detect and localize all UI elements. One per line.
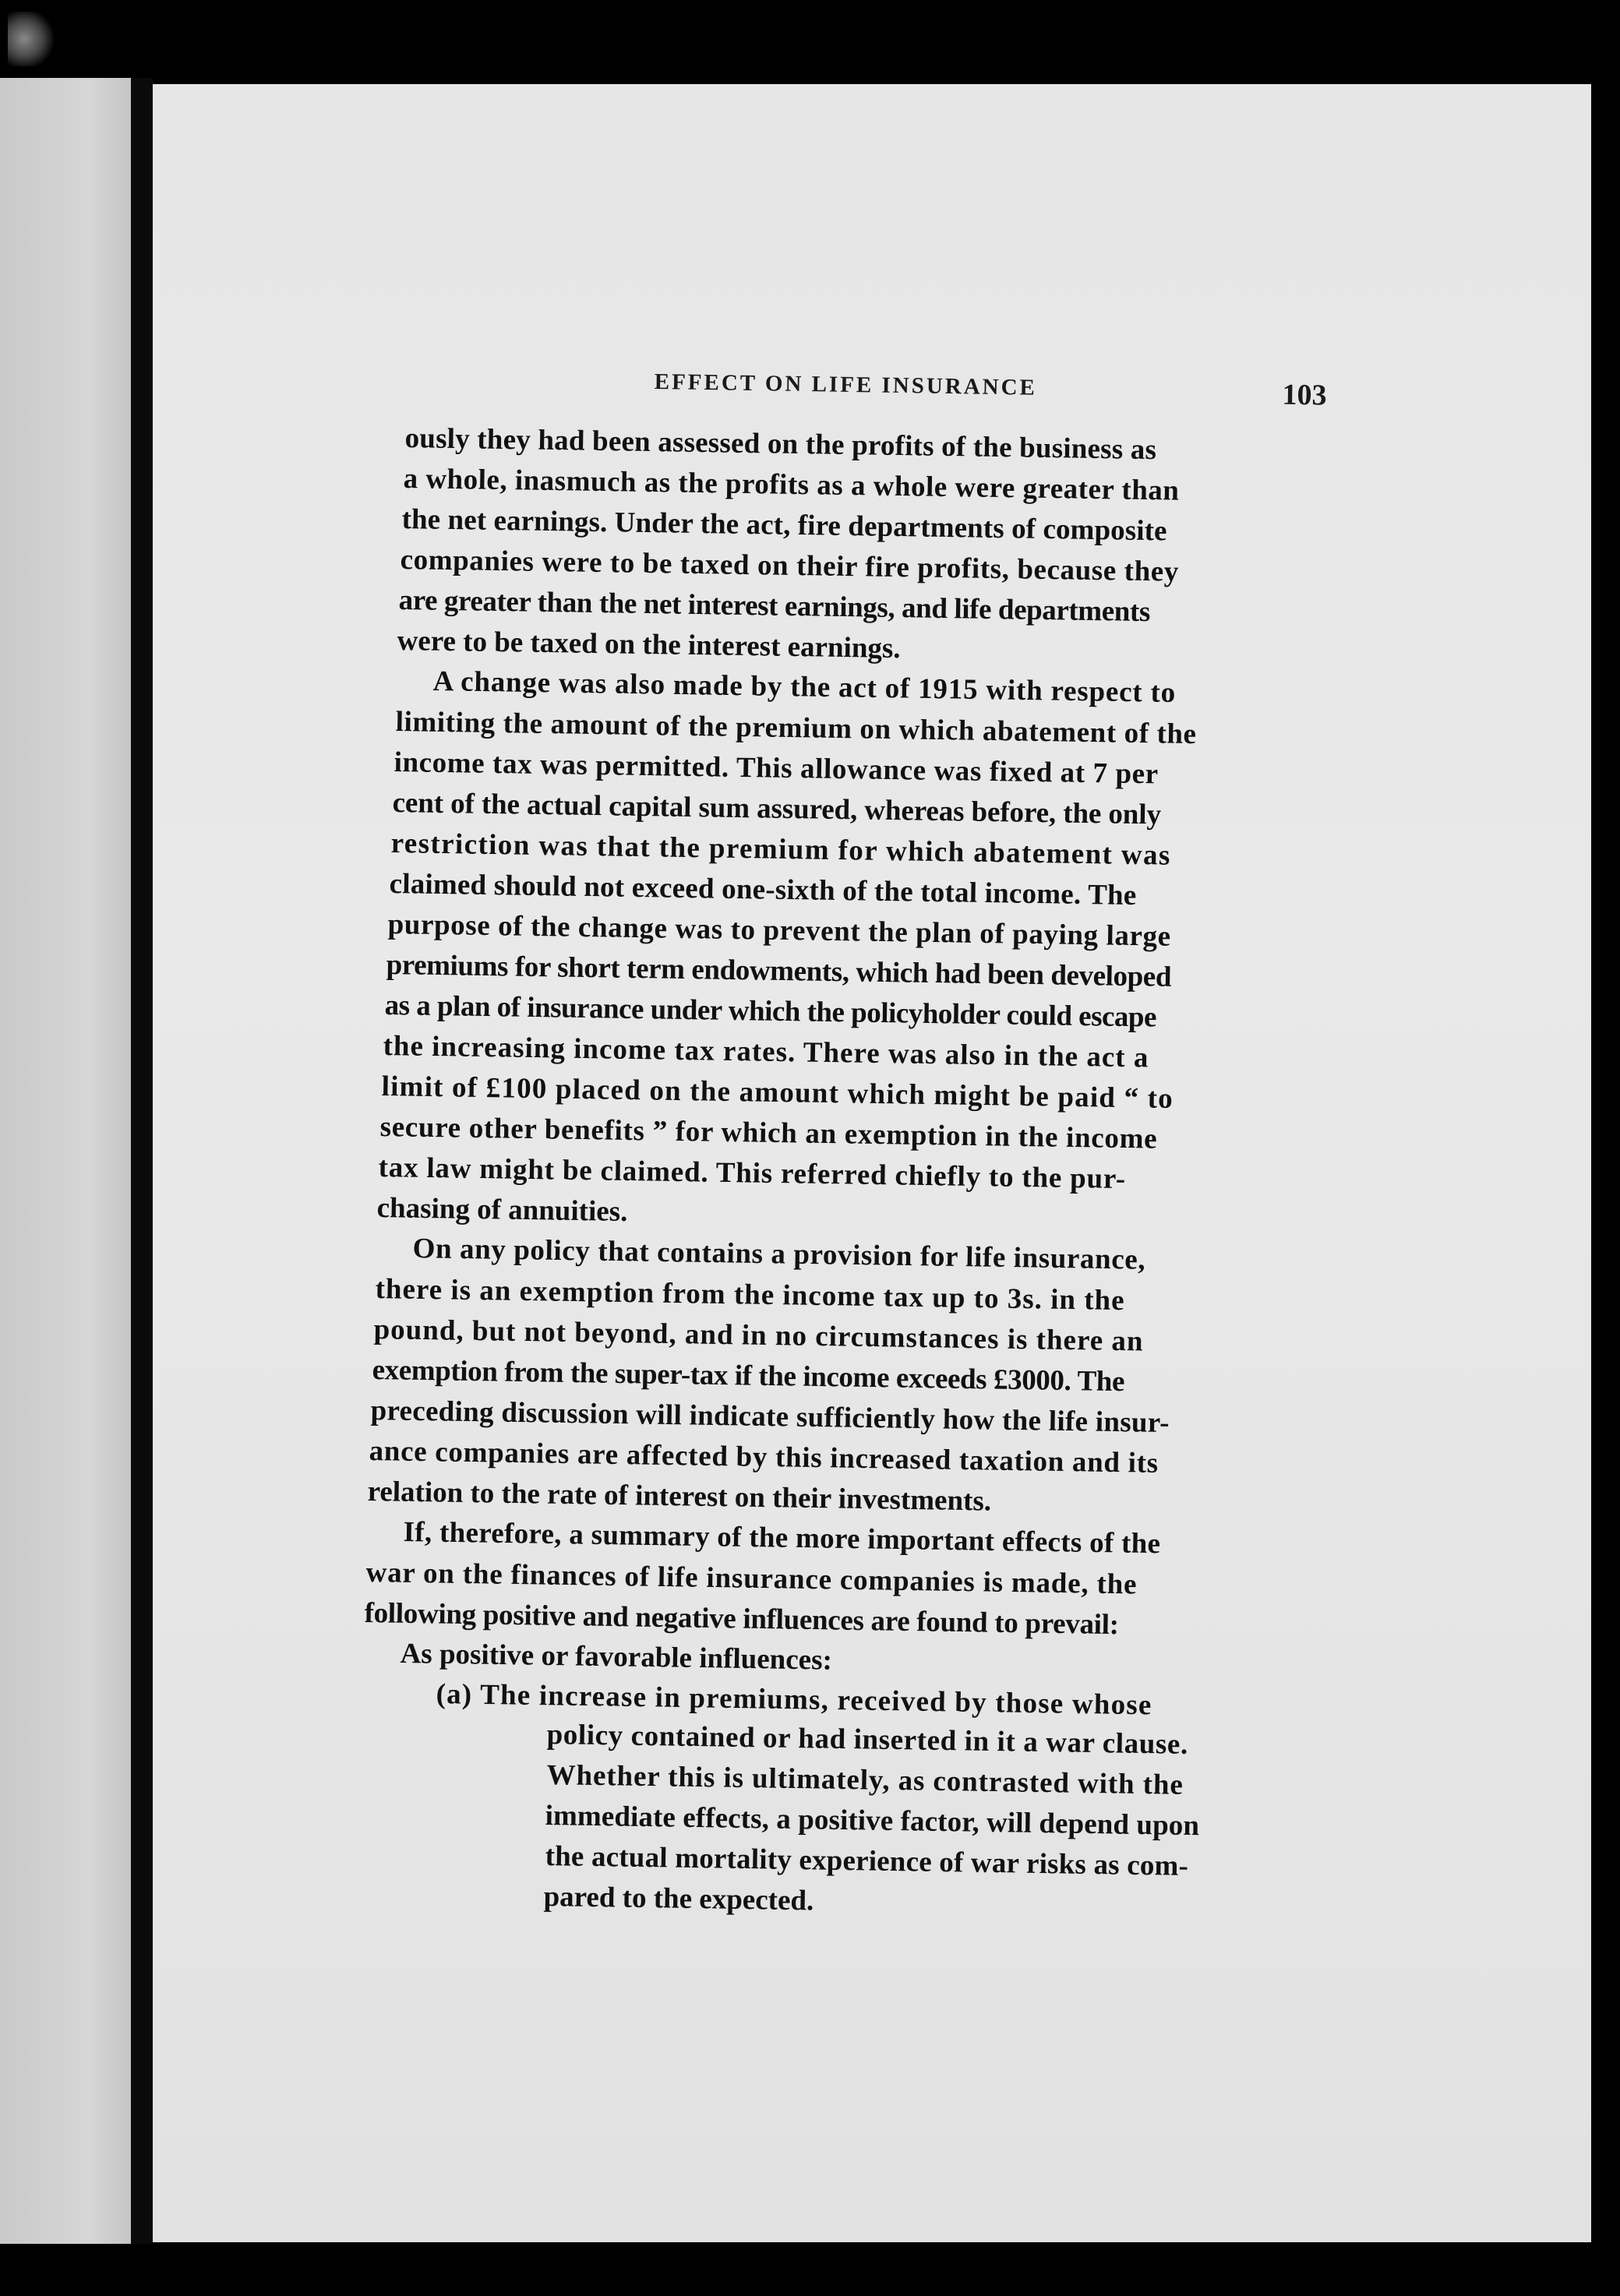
text-line: companies were to be taxed on their fire profits, because they (400, 543, 1180, 588)
text-line: preceding discussion will indicate sufficiently how the life insur- (370, 1394, 1170, 1440)
text-line: pound, but not beyond, and in no circumstances is there an (373, 1313, 1144, 1358)
text-line: following positive and negative influences are found to prevail: (364, 1596, 1120, 1642)
text-line: If, therefore, a summary of the more important effects of the (403, 1515, 1161, 1561)
text-line: there is an exemption from the income tax up to 3s. in the (375, 1272, 1125, 1317)
text-line: are greater than the net interest earnings, and life departments (398, 584, 1151, 629)
text-line: policy contained or had inserted in it a war clause. (546, 1718, 1189, 1761)
text-line: premiums for short term endowments, which had been developed (386, 948, 1172, 993)
text-line: a whole, inasmuch as the profits as a whole were greater than (403, 462, 1180, 507)
text-line: chasing of annuities. (376, 1191, 628, 1229)
text-line: the net earnings. Under the act, fire departments of composite (401, 503, 1167, 548)
text-line: A change was also made by the act of 1915 with respect to (432, 665, 1177, 709)
text-line: ously they had been assessed on the profits of the business as (404, 421, 1157, 467)
text-line: secure other benefits ” for which an exemption in the income (379, 1110, 1158, 1155)
text-line: restriction was that the premium for which abatement was (390, 827, 1172, 872)
text-line: war on the finances of life insurance companies is made, the (365, 1556, 1138, 1601)
running-head: EFFECT ON LIFE INSURANCE (654, 369, 1038, 400)
text-line: (a) The increase in premiums, received by those whose (436, 1677, 1152, 1722)
text-line: claimed should not exceed one-sixth of the total income. The (389, 867, 1137, 912)
page-number: 103 (1282, 378, 1327, 412)
text-line: tax law might be claimed. This referred chiefly to the pur- (378, 1151, 1127, 1196)
text-line: limit of £100 placed on the amount which might be paid “ to (381, 1070, 1174, 1115)
text-line: the actual mortality experience of war risks as com- (545, 1839, 1189, 1882)
text-line: exemption from the super-tax if the income exceeds £3000. The (372, 1353, 1125, 1398)
text-line: as a plan of insurance under which the policyholder could escape (384, 989, 1157, 1034)
text-line: immediate effects, a positive factor, will depend upon (545, 1799, 1200, 1843)
text-line: the increasing income tax rates. There was also in the act a (383, 1029, 1149, 1074)
text-line: As positive or favorable influences: (400, 1637, 833, 1677)
text-line: limiting the amount of the premium on which abatement of the (395, 705, 1197, 751)
text-line: were to be taxed on the interest earnings. (397, 624, 901, 665)
text-line: cent of the actual capital sum assured, whereas before, the only (392, 786, 1162, 831)
text-line: On any policy that contains a provision for life insurance, (412, 1232, 1146, 1276)
text-line: ance companies are affected by this increased taxation and its (369, 1434, 1159, 1480)
text-line: pared to the expected. (543, 1880, 814, 1917)
text-line: income tax was permitted. This allowance was fixed at 7 per (394, 746, 1159, 791)
text-line: purpose of the change was to prevent the plan of paying large (387, 908, 1171, 953)
text-line: relation to the rate of interest on their investments. (367, 1475, 992, 1518)
text-line: Whether this is ultimately, as contrasted with the (546, 1758, 1184, 1801)
